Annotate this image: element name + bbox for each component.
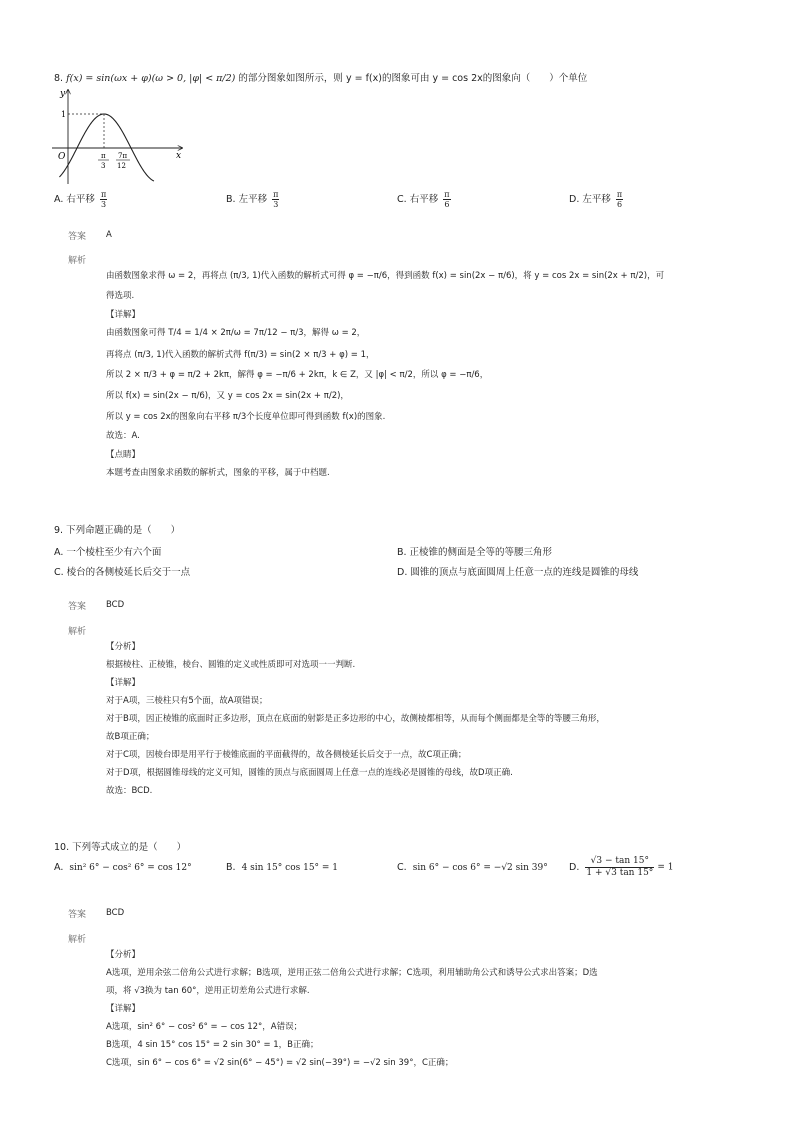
q8-answer-label: 答案 [68, 232, 87, 242]
q8-option-d[interactable]: D. 左平移 $\frac{\pi}{6}$ [569, 190, 623, 209]
q8-stem [54, 70, 587, 84]
q10-analysis-line: C选项，sin 6° − cos 6° = √2 sin(6° − 45°) = √2 sin(−39°) = −√2 sin 39°，C正确； [106, 1058, 454, 1068]
q8-analysis-line: 【详解】 [106, 310, 141, 320]
q8-number: 8. [54, 73, 64, 84]
q8-option-a[interactable]: A. 右平移 $\frac{\pi}{3}$ [54, 190, 107, 209]
q9-analysis-line: 故选：BCD. [106, 786, 153, 796]
q8-option-c[interactable]: C. 右平移 $\frac{\pi}{6}$ [397, 190, 450, 209]
q9-option-b[interactable]: B. 正棱锥的侧面是全等的等腰三角形 [397, 547, 553, 558]
q9-option-d[interactable]: D. 圆锥的顶点与底面圆周上任意一点的连线是圆锥的母线 [397, 567, 639, 578]
x-axis-label: x [176, 151, 182, 161]
q8-stem-text: 的部分图象如图所示，则 y = f(x)的图象可由 y = cos 2x的图象向（ ）个单位 [238, 73, 588, 84]
q9-analysis-label: 解析 [68, 627, 87, 637]
q8-analysis-line: 再将点 (π/3, 1)代入函数的解析式得 f(π/3) = sin(2 × π/3 + φ) = 1， [106, 350, 375, 360]
q9-analysis-line: 对于A项，三棱柱只有5个面，故A项错误； [106, 696, 268, 706]
q9-analysis-line: 【分析】 [106, 642, 141, 652]
q10-option-c[interactable]: C. sin 6° − cos 6° = −√2 sin 39° [397, 862, 548, 873]
q10-analysis-line: B选项，4 sin 15° cos 15° = 2 sin 30° = 1，B正确； [106, 1040, 319, 1050]
sine-curve [59, 114, 154, 181]
q9-analysis-line: 【详解】 [106, 678, 141, 688]
max-value-label: 1 [61, 110, 67, 119]
q8-analysis-line: 所以 2 × π/3 + φ = π/2 + 2kπ，解得 φ = −π/6 + 2kπ，k ∈ Z，又 |φ| < π/2，所以 φ = −π/6， [106, 370, 489, 380]
q10-analysis-line: 【详解】 [106, 1004, 141, 1014]
q8-analysis-line: 由函数图象可得 T/4 = 1/4 × 2π/ω = 7π/12 − π/3，解得 ω = 2， [106, 328, 366, 338]
q10-option-d[interactable]: D. $\frac{√3 - \tan 15^\circ}{1 + √3 \tan 15^\circ}$ = 1 [569, 856, 674, 878]
q10-analysis-label: 解析 [68, 935, 87, 945]
q9-analysis-line: 对于C项，因棱台即是用平行于棱锥底面的平面截得的，故各侧棱延长后交于一点，故C项正确； [106, 750, 467, 760]
tick1-den: 3 [101, 162, 106, 170]
q10-option-a[interactable]: A. sin² 6° − cos² 6° = cos 12° [54, 862, 192, 873]
q10-answer-label: 答案 [68, 910, 87, 920]
q9-answer: BCD [106, 600, 125, 610]
q9-option-a[interactable]: A. 一个棱柱至少有六个面 [54, 547, 162, 558]
q8-answer: A [106, 230, 112, 240]
q9-analysis-line: 故B项正确； [106, 732, 155, 742]
tick1-num: π [101, 152, 106, 160]
y-axis-label: y [60, 89, 66, 99]
q10-answer: BCD [106, 908, 125, 918]
tick2-den: 12 [117, 162, 126, 170]
q8-formula: f(x) = sin(ωx + φ)(ω > 0, |φ| < π/2) [66, 73, 236, 84]
q9-analysis-line: 对于D项，根据圆锥母线的定义可知，圆锥的顶点与底面圆周上任意一点的连线必是圆锥的母线，故D项正确. [106, 768, 513, 778]
tick2-num: 7π [118, 152, 128, 160]
q8-analysis-line: 所以 y = cos 2x的图象向右平移 π/3个长度单位即可得到函数 f(x)的图象. [106, 412, 386, 422]
q9-option-c[interactable]: C. 棱台的各侧棱延长后交于一点 [54, 567, 191, 578]
q8-analysis-line: 本题考查由图象求函数的解析式，图象的平移，属于中档题. [106, 468, 330, 478]
q8-analysis-line: 【点睛】 [106, 450, 141, 460]
q8-option-b[interactable]: B. 左平移 $\frac{\pi}{3}$ [226, 190, 279, 209]
q8-analysis-line: 得选项. [106, 291, 135, 301]
q10-analysis-line: A选项，sin² 6° − cos² 6° = − cos 12°，A错误； [106, 1022, 303, 1032]
q10-stem: 10. 下列等式成立的是（ ） [54, 842, 187, 853]
q10-analysis-line: 【分析】 [106, 950, 141, 960]
q9-stem: 9. 下列命题正确的是（ ） [54, 525, 181, 536]
origin-label: O [58, 152, 66, 162]
q8-analysis-line: 故选：A. [106, 431, 140, 441]
q9-analysis-line: 根据棱柱、正棱锥，棱台、圆锥的定义或性质即可对选项一一判断. [106, 660, 356, 670]
q8-analysis-label: 解析 [68, 256, 87, 266]
q8-sine-graph [52, 86, 190, 186]
q10-analysis-line: A选项，逆用余弦二倍角公式进行求解；B选项，逆用正弦二倍角公式进行求解；C选项，利用辅助角公式和诱导公式求出答案；D选 [106, 968, 598, 978]
q10-analysis-line: 项，将 √3换为 tan 60°，逆用正切差角公式进行求解. [106, 986, 310, 996]
q8-analysis-line: 由函数图象求得 ω = 2，再将点 (π/3, 1)代入函数的解析式可得 φ = −π/6，得到函数 f(x) = sin(2x − π/6)，将 y = cos 2x = sin(2x + π/2)，可 [106, 271, 665, 281]
q9-analysis-line: 对于B项，因正棱锥的底面时正多边形，顶点在底面的射影是正多边形的中心，故侧棱都相等，从而每个侧面都是全等的等腰三角形， [106, 714, 605, 724]
q9-answer-label: 答案 [68, 602, 87, 612]
q10-option-b[interactable]: B. 4 sin 15° cos 15° = 1 [226, 862, 339, 873]
q8-analysis-line: 所以 f(x) = sin(2x − π/6)，又 y = cos 2x = sin(2x + π/2)， [106, 391, 349, 401]
